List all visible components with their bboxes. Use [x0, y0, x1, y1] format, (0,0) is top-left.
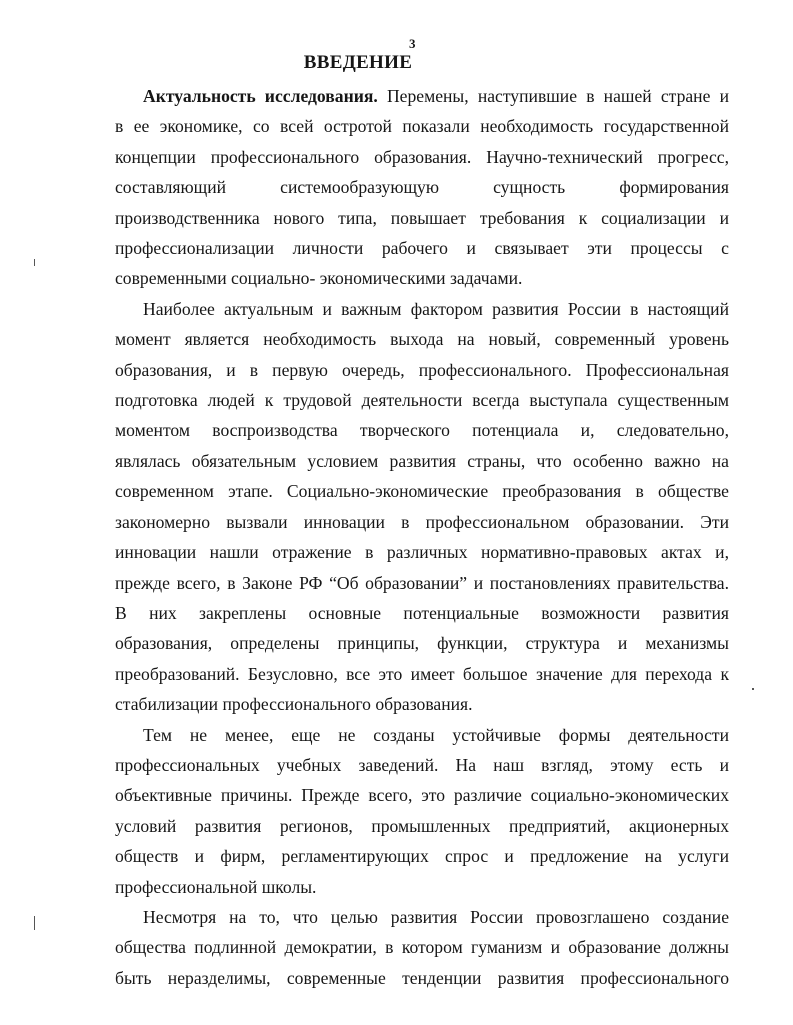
text-line: закономерно вызвали инновации в профессиональном образовании. Эти — [115, 511, 729, 532]
text-line: В них закреплены основные потенциальные возможности развития — [115, 602, 729, 623]
text-line: момент является необходимость выхода на новый, современный уровень — [115, 329, 729, 350]
page-number: 3 — [409, 36, 416, 51]
text-line: прежде всего, в Законе РФ “Об образовании” и постановлениях правительства. — [115, 572, 729, 593]
text-line: подготовка людей к трудовой деятельности всегда выступала существенным — [115, 390, 729, 411]
text-line: быть неразделимы, современные тенденции развития профессионального — [115, 967, 729, 988]
paragraph-lead: Актуальность исследования. — [143, 86, 378, 106]
text-line: Наиболее актуальным и важным фактором развития России в настоящий — [143, 298, 729, 319]
text-line: профессионализации личности рабочего и связывает эти процессы с — [115, 238, 729, 259]
paragraph-despite — [115, 902, 729, 993]
text-line: стабилизации профессионального образования. — [115, 694, 473, 715]
text-line: преобразований. Безусловно, все это имеет большое значение для перехода к — [115, 663, 729, 684]
text-line: моментом воспроизводства творческого потенциала и, следовательно, — [115, 420, 729, 441]
scan-artifact — [34, 916, 35, 930]
text-line: Тем не менее, еще не созданы устойчивые формы деятельности — [143, 724, 729, 745]
text-line: Актуальность исследования. Перемены, наступившие в нашей стране и — [143, 86, 729, 106]
text-line: являлась обязательным условием развития страны, что особенно важно на — [115, 450, 729, 471]
text-line: профессиональных учебных заведений. На наш взгляд, этому есть и — [115, 754, 729, 775]
scan-artifact — [34, 259, 35, 266]
body-text — [115, 81, 729, 993]
paragraph-relevance — [115, 81, 729, 294]
text-line: современными социально- экономическими задачами. — [115, 268, 523, 289]
text-line: Несмотря на то, что целью развития России провозглашено создание — [143, 906, 729, 927]
text-line: в ее экономике, со всей остротой показали необходимость государственной — [115, 116, 729, 137]
text-line: современном этапе. Социально-экономические преобразования в обществе — [115, 481, 729, 502]
text-line: образования, определены принципы, функции, структура и механизмы — [115, 633, 729, 654]
section-heading: ВВЕДЕНИЕ — [303, 52, 413, 73]
text-line: концепции профессионального образования. Научно-технический прогресс, — [115, 146, 729, 167]
text-line: условий развития регионов, промышленных предприятий, акционерных — [115, 815, 729, 836]
scan-artifact — [752, 688, 754, 690]
text-line: инновации нашли отражение в различных нормативно-правовых актах и, — [115, 542, 729, 563]
text-line: составляющий системообразующую сущность формирования — [115, 177, 729, 198]
text-line: общества подлинной демократии, в котором гуманизм и образование должны — [115, 937, 729, 958]
text-line: производственника нового типа, повышает требования к социализации и — [115, 207, 729, 228]
paragraph-factor — [115, 294, 729, 720]
text-line: профессиональной школы. — [115, 876, 317, 897]
paragraph-nevertheless — [115, 720, 729, 902]
text-line: обществ и фирм, регламентирующих спрос и предложение на услуги — [115, 846, 729, 867]
text-line: образования, и в первую очередь, профессионального. Профессиональная — [115, 359, 729, 380]
text-line: объективные причины. Прежде всего, это различие социально-экономических — [115, 785, 729, 806]
